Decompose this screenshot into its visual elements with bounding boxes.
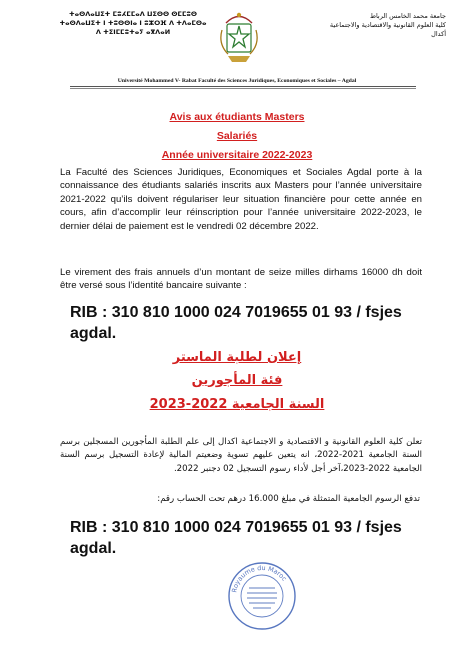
university-logo [218,8,260,68]
arabic-title-line3: السنة الجامعية 2022-2023 [149,397,325,412]
tifinagh-header [58,10,208,37]
french-paragraph-2: Le virement des frais annuels d’un montant de seize milles dirhams 16000 dh doit être versé sous l’identité bancaire suivante : [60,267,422,292]
arabic-header [276,12,446,39]
arabic-paragraph-1: تعلن كلية العلوم القانونية و الاقتصادية و الاجتماعية اكدال إلى علم الطلبة المأجورين المسجلين برسم السنة الجامعية 2021-2022، انه يتعين عليهم تسوية وضعيتم المالية لإعادة التسجيل برسم السنة الجامعية 2022-2023،آخر أجل لأداء رسوم التسجيل 02 دجنبر 2022. [60,437,422,474]
header-divider-thin [70,88,416,89]
letterhead [0,0,474,100]
stamp-text: Royaume du Maroc [230,563,289,594]
arabic-rib: RIB : 310 810 1000 024 7019655 01 93 / fsjes agdal. [70,519,402,557]
stamp-inner-text-mark [247,588,277,608]
french-title-line1: Avis aux étudiants Masters [169,111,305,123]
french-title-line3: Année universitaire 2022-2023 [161,149,313,161]
faculty-stamp [227,561,297,631]
french-paragraph-1: La Faculté des Sciences Juridiques, Economiques et Sociales Agdal porte à la connaissance des étudiants salariés inscrits aux Masters pour l’année universitaire 2021-2022 qu’ils doivent régulariser leur situation financière pour cette année en cours, afin d’accomplir leur réinscription pour l’année universitaire 2022-2023, le dernier délai de paiement est le vendredi 02 décembre 2022. [60,167,422,232]
tifinagh-line: ⵜⴰⵙⴷⴰⵡⵉⵜ ⵏ ⵜⵓⵙⵙⵏⴰ ⵏ ⵓⵣⵔⴼ ⴷ ⵜⴷⴰⵎⵙⴰ [59,19,207,27]
header-divider [70,86,416,87]
tifinagh-line: ⴷ ⵜⵉⵏⵎⵎⵓⵜⴰⵢ ⴰⴳⴷⴰⵍ [95,28,171,36]
french-title-line2: Salariés [216,130,258,142]
tifinagh-line: ⵜⴰⵙⴷⴰⵡⵉⵜ ⵎⵓⵃⵎⵎⴰⴷ ⵡⵉⵙⵙ ⵙⵎⵎⵓⵙ [68,10,198,18]
arabic-header-line: كلية العلوم القانونية والاقتصادية والاجتماعية [329,21,446,29]
arabic-title-line2: فئة المأجورين [191,373,283,388]
arabic-payment-line: تدفع الرسوم الجامعية المتمثلة في مبلغ 16.000 درهم تحت الحساب رقم: [157,494,420,504]
arabic-title-line1: إعلان لطلبة الماستر [172,350,302,365]
arabic-header-line: جامعة محمد الخامس الرباط [369,12,446,20]
french-rib: RIB : 310 810 1000 024 7019655 01 93 / fsjes agdal. [70,304,402,342]
university-line: Université Mohammed V- Rabat Faculté des Sciences Juridiques, Economiques et Sociales – Agdal [117,78,357,84]
arabic-header-line: أكدال [431,30,446,38]
